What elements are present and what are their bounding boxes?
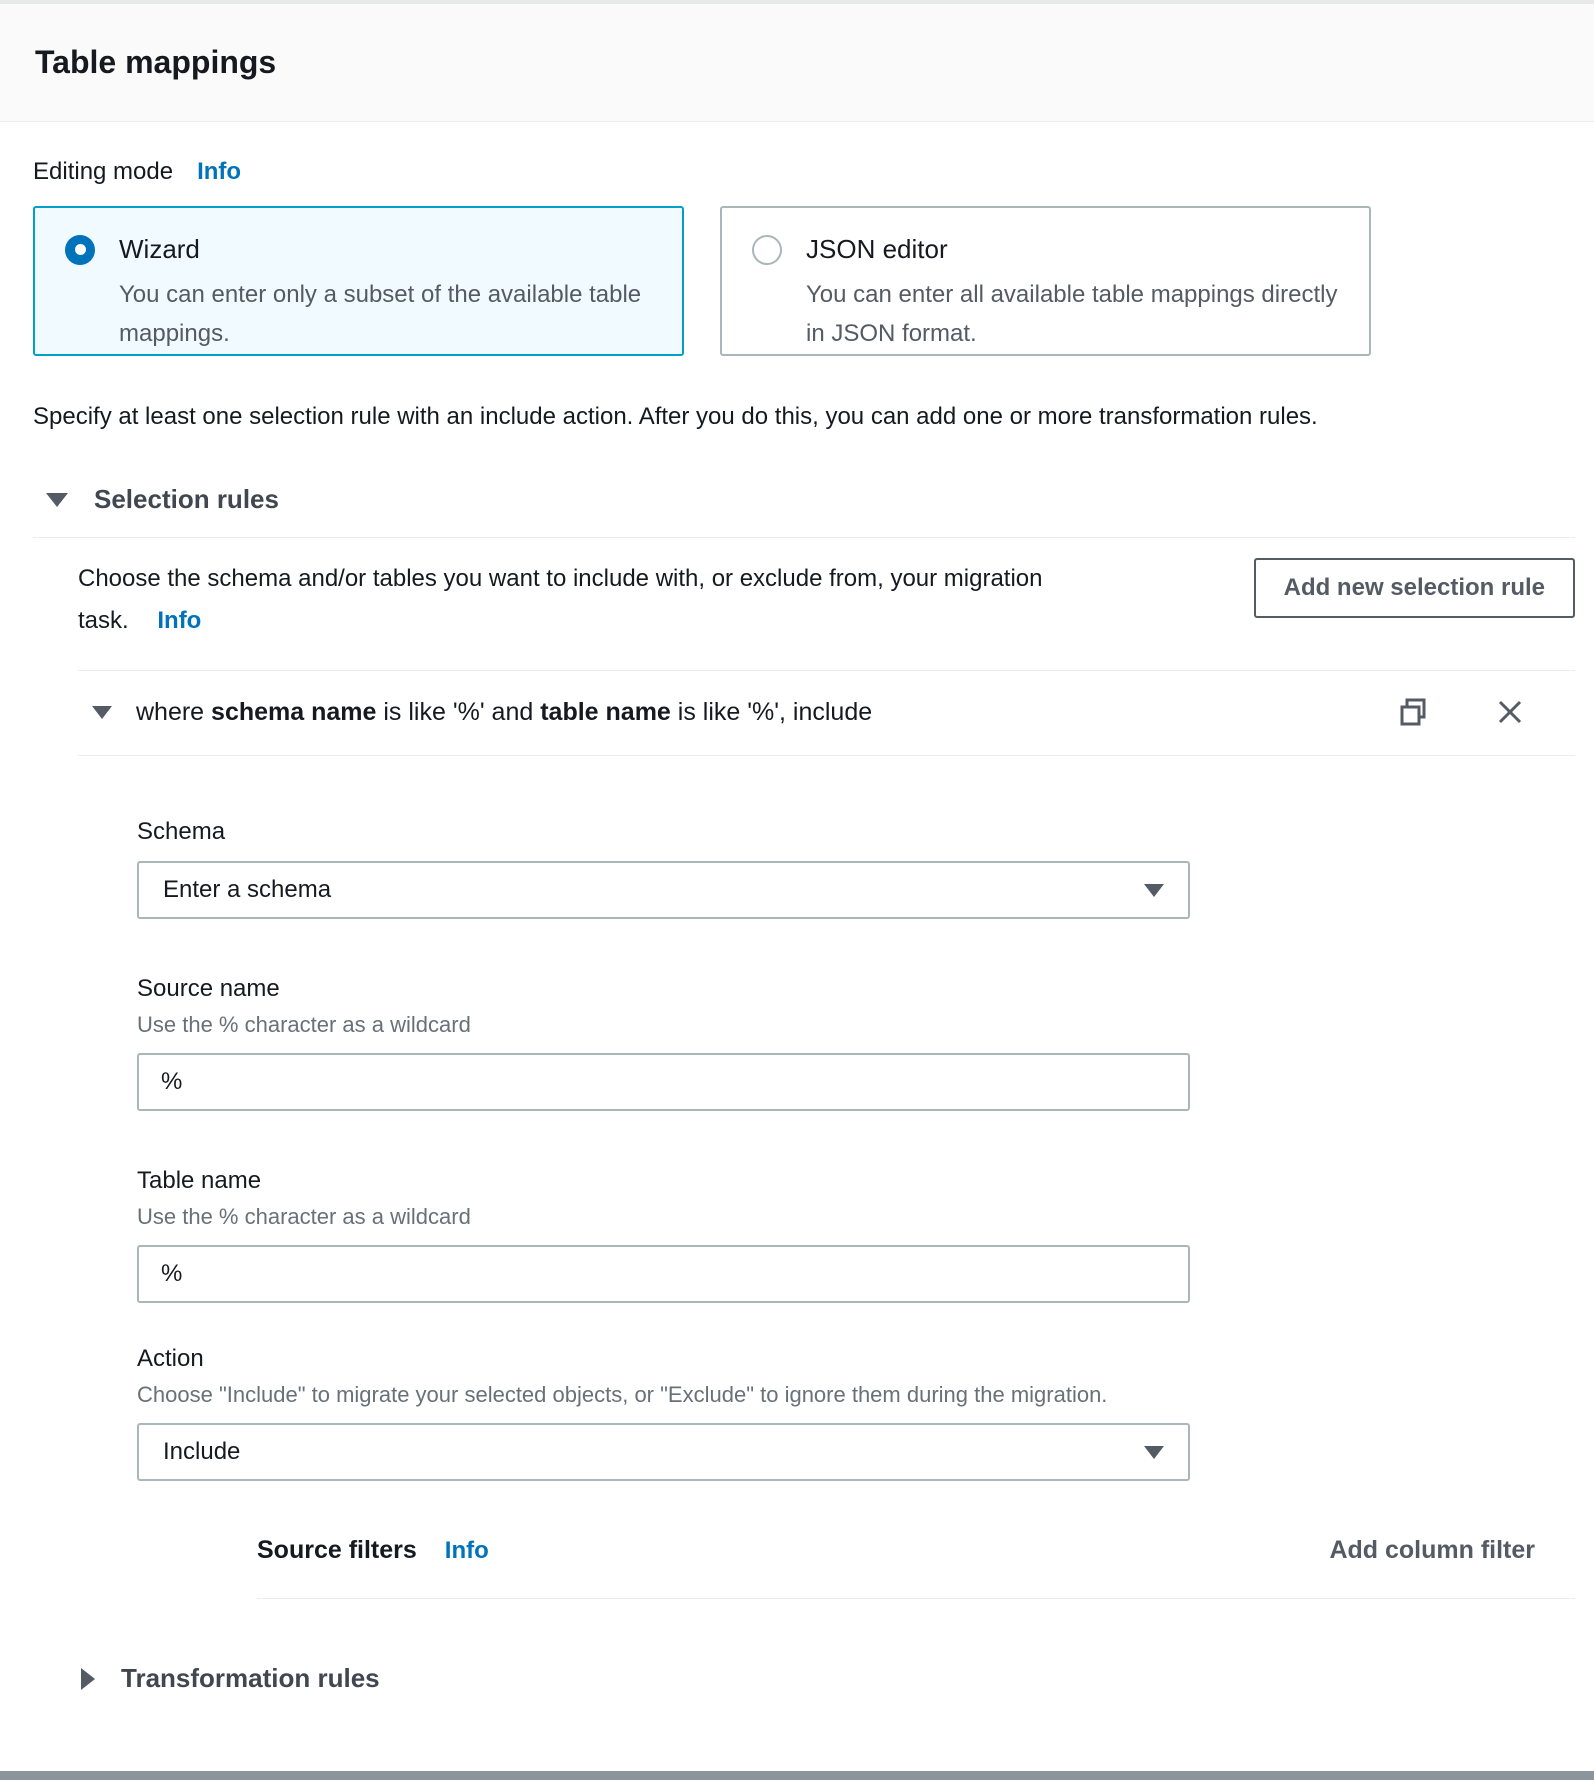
source-name-helper: Use the % character as a wildcard [137,1012,471,1037]
selection-rule-block [78,670,1575,1599]
action-select-value: Include [163,1438,241,1465]
source-name-label: Source name [137,975,280,1002]
divider [78,755,1575,756]
wizard-card-head [65,234,654,265]
json-editor-card-title: JSON editor [806,234,948,264]
copy-icon [1395,694,1431,730]
selection-rule-form [137,818,1575,1599]
source-name-input[interactable] [137,1053,1190,1111]
add-selection-rule-button[interactable]: Add new selection rule [1254,558,1575,618]
rule-summary-end: is like '%', include [670,697,873,726]
json-editor-radio[interactable] [752,235,782,265]
rule-summary-table: table name [540,697,671,726]
editing-mode-info-link[interactable]: Info [197,158,242,185]
add-column-filter-button[interactable]: Add column filter [1323,1535,1575,1566]
action-select[interactable] [137,1423,1190,1481]
page-title: Table mappings [35,44,277,80]
editing-mode-row [33,158,1575,186]
schema-select-value: Enter a schema [163,876,332,903]
selection-rules-title: Selection rules [94,484,279,514]
selection-rule-summary [136,698,872,727]
chevron-down-icon [1144,884,1164,897]
rule-actions [1395,694,1575,730]
chevron-down-icon [1144,1446,1164,1459]
source-filters-row [257,1535,1575,1566]
table-name-label: Table name [137,1167,262,1194]
intro-text: Specify at least one selection rule with an include action. After you do this, you can add one or more transformation rules. [33,403,1318,430]
json-editor-card-head [752,234,1341,265]
json-editor-card-description: You can enter all available table mappings directly in JSON format. [806,281,1338,347]
radio-dot-icon [75,244,86,255]
json-editor-card[interactable] [720,206,1371,356]
action-label: Action [137,1345,204,1372]
wizard-card-description: You can enter only a subset of the available table mappings. [119,281,642,347]
action-helper: Choose "Include" to migrate your selected objects, or "Exclude" to ignore them during the migration. [137,1382,1108,1407]
selection-rules-info-link[interactable]: Info [157,607,202,634]
selection-rules-description [78,558,1088,642]
bottom-edge-bar [0,1771,1594,1780]
rule-summary-schema: schema name [211,697,377,726]
transformation-rules-title: Transformation rules [121,1663,380,1693]
rule-summary-mid: is like '%' and [376,697,541,726]
remove-rule-button[interactable] [1493,695,1527,729]
source-filters-title: Source filters [257,1536,417,1564]
caret-down-icon[interactable] [92,706,112,719]
close-icon [1493,695,1527,729]
main-content [0,158,1594,1694]
source-filters-section [257,1535,1575,1599]
wizard-card[interactable] [33,206,684,356]
selection-rules-description-row [78,558,1575,642]
editing-mode-cards [33,206,1575,356]
schema-label: Schema [137,818,226,845]
page-header [0,0,1594,122]
duplicate-rule-button[interactable] [1395,694,1431,730]
table-name-input[interactable] [137,1245,1190,1303]
transformation-rules-expander[interactable] [81,1663,1575,1694]
selection-rule-header [78,671,1575,727]
divider [257,1598,1575,1599]
selection-rules-expander[interactable] [46,484,1575,515]
source-filters-info-link[interactable]: Info [444,1537,489,1564]
caret-right-icon [81,1668,95,1690]
schema-select[interactable] [137,861,1190,919]
rule-summary-where: where [136,697,212,726]
selection-rules-description-text: Choose the schema and/or tables you want to include with, or exclude from, your migration task. [78,565,1043,634]
editing-mode-label: Editing mode [33,158,174,185]
caret-down-icon [46,493,68,507]
table-name-helper: Use the % character as a wildcard [137,1204,471,1229]
divider [33,537,1575,538]
wizard-card-title: Wizard [119,234,200,264]
wizard-radio[interactable] [65,235,95,265]
